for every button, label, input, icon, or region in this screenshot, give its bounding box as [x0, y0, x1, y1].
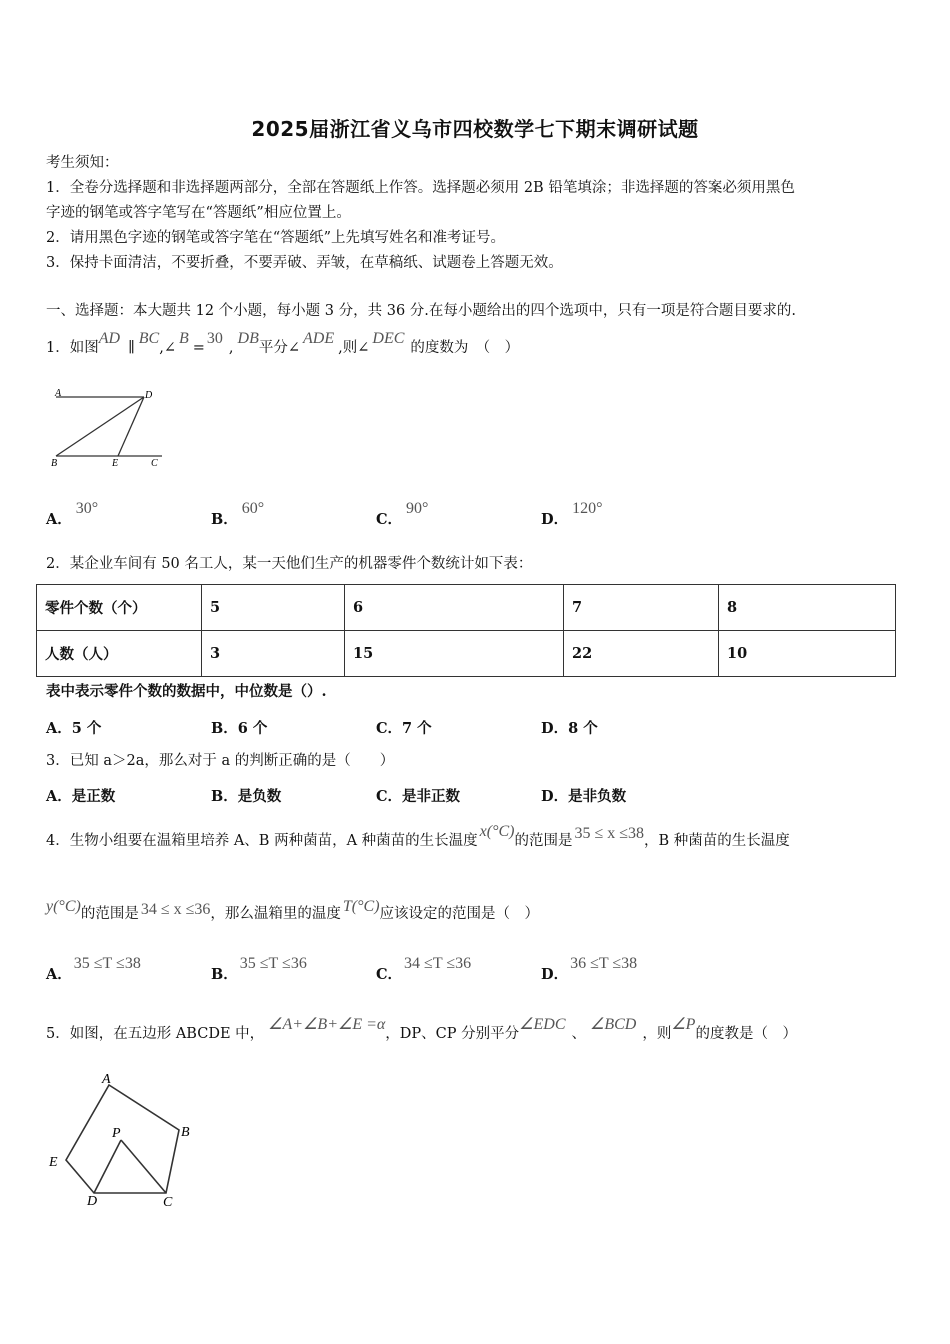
notice-line-2: 2．请用黑色字迹的钢笔或答字笔在“答题纸”上先填写姓名和准考证号。	[46, 230, 506, 246]
table-cell: 人数（人）	[37, 631, 202, 677]
label-b: B	[181, 1125, 190, 1140]
label-e: E	[112, 458, 119, 469]
q3-option-d-value: 是非负数	[568, 788, 627, 805]
q4-text-6: 应该设定的范围是（ ）	[379, 906, 540, 922]
page-title: 2025届浙江省义乌市四校数学七下期末调研试题	[251, 117, 699, 141]
q2-option-c-value: 7 个	[402, 720, 432, 737]
q2-option-a-value: 5 个	[71, 720, 102, 737]
q1-option-b-label: B．	[211, 511, 238, 528]
q3-option-b-value: 是负数	[237, 788, 282, 805]
label-c: C	[151, 458, 158, 469]
q2-option-b-value: 6 个	[237, 720, 268, 737]
q4-math-range2: 34 ≤ x ≤36	[140, 901, 211, 918]
q1-text-tail: 的度数为 （ ）	[410, 340, 520, 356]
q5-text-4: 的度教是（ ）	[695, 1026, 797, 1042]
q3-option-b-label: B．	[211, 788, 238, 805]
table-cell: 3	[202, 631, 345, 677]
q4-text-3: ，B 种菌苗的生长温度	[644, 833, 790, 849]
q1-option-c-value: 90°	[406, 500, 429, 517]
q1-math-db: DB	[237, 330, 259, 347]
q4-option-b-value: 35 ≤T ≤36	[239, 955, 307, 972]
q1-option-b-value: 60°	[241, 500, 265, 517]
q5-math-sum: ∠A+∠B+∠E =α	[268, 1016, 386, 1033]
q2-option-d-label: D．	[541, 720, 569, 737]
q4-option-d-label: D．	[541, 966, 569, 983]
label-b: B	[51, 458, 58, 469]
q3-option-d[interactable]	[541, 785, 626, 806]
label-c: C	[163, 1195, 173, 1210]
q5-math-edc: ∠EDC	[519, 1016, 566, 1033]
q3-option-c-label: C．	[376, 788, 403, 805]
q1-option-c[interactable]	[376, 497, 429, 528]
q5-figure	[44, 1068, 204, 1210]
q3-option-c-value: 是非正数	[402, 788, 461, 805]
q4-option-c-label: C．	[376, 966, 403, 983]
q2-stem: 2．某企业车间有 50 名工人，某一天他们生产的机器零件个数统计如下表：	[46, 556, 533, 572]
table-row	[37, 631, 896, 677]
q1-text-bisect: 平分∠	[258, 340, 301, 356]
label-a: A	[55, 388, 62, 399]
label-p: P	[112, 1126, 121, 1141]
q5-sep: 、	[571, 1026, 586, 1042]
q1-option-c-label: C．	[376, 511, 403, 528]
q5-text-3: ，则	[642, 1026, 672, 1042]
line-cp	[121, 1140, 166, 1193]
q4-text-4: 的范围是	[80, 906, 139, 922]
table-cell: 6	[345, 585, 564, 631]
q1-math-30: 30	[206, 330, 223, 347]
q4-option-b-label: B．	[211, 966, 238, 983]
q4-math-x: x(°C)	[479, 823, 515, 840]
q2-option-d-value: 8 个	[568, 720, 598, 737]
q2-option-b[interactable]	[211, 717, 267, 738]
q4-line-2	[46, 898, 540, 924]
q4-option-b[interactable]	[211, 952, 307, 983]
q1-stem	[46, 330, 520, 358]
q2-option-d[interactable]	[541, 717, 598, 738]
q4-math-y: y(°C)	[46, 898, 81, 915]
q4-option-d[interactable]	[541, 952, 638, 983]
notice-line-1b: 字迹的钢笔或答字笔写在“答题纸”相应位置上。	[46, 205, 351, 221]
label-e: E	[49, 1155, 58, 1170]
q4-text-2: 的范围是	[514, 833, 573, 849]
label-a: A	[102, 1072, 111, 1087]
q5-math-bcd: ∠BCD	[589, 1016, 637, 1033]
q1-math-ade: ADE	[303, 330, 335, 347]
q3-option-a[interactable]	[46, 785, 115, 806]
q5-text-1: 5．如图，在五边形 ABCDE 中，	[46, 1026, 265, 1042]
q2-option-b-label: B．	[211, 720, 238, 737]
q2-option-a-label: A．	[46, 720, 72, 737]
notice-line-3: 3．保持卡面清洁，不要折叠，不要弄破、弄皱，在草稿纸、试题卷上答题无效。	[46, 255, 563, 271]
q5-math-p: ∠P	[671, 1016, 696, 1033]
q5-stem	[46, 1016, 797, 1044]
table-cell: 15	[345, 631, 564, 677]
q1-parallel: ∥	[128, 340, 135, 356]
table-cell: 零件个数（个）	[37, 585, 202, 631]
table-cell: 5	[202, 585, 345, 631]
q3-option-a-value: 是正数	[71, 788, 116, 805]
q1-option-d[interactable]	[541, 497, 603, 528]
q4-text-5: ，那么温箱里的温度	[210, 906, 341, 922]
notice-line-1a: 1．全卷分选择题和非选择题两部分，全部在答题纸上作答。选择题必须用 2B 铅笔填涂；非选择题的答案必须用黑色	[46, 180, 795, 196]
q2-table	[36, 584, 896, 677]
q4-option-a-value: 35 ≤T ≤38	[73, 955, 141, 972]
table-cell: 8	[719, 585, 896, 631]
pentagon-abcde	[66, 1085, 179, 1193]
q2-option-a[interactable]	[46, 717, 101, 738]
q1-option-d-value: 120°	[572, 500, 603, 517]
label-d: D	[87, 1194, 98, 1209]
q1-math-dec: DEC	[372, 330, 405, 347]
q1-math-bc: BC	[138, 330, 160, 347]
section-heading: 一、选择题：本大题共 12 个小题，每小题 3 分，共 36 分.在每小题给出的四个选项中，只有一项是符合题目要求的.	[46, 303, 796, 319]
notice-heading: 考生须知：	[46, 155, 119, 171]
q1-option-a-label: A．	[46, 511, 72, 528]
q2-option-c[interactable]	[376, 717, 432, 738]
q4-option-a[interactable]	[46, 952, 141, 983]
q1-text: 1．如图	[46, 340, 99, 356]
table-row	[37, 585, 896, 631]
q2-option-c-label: C．	[376, 720, 403, 737]
table-cell: 7	[564, 585, 719, 631]
q1-figure	[44, 384, 174, 470]
table-cell: 22	[564, 631, 719, 677]
q4-option-a-label: A．	[46, 966, 72, 983]
q4-math-range1: 35 ≤ x ≤38	[574, 825, 645, 842]
q3-option-d-label: D．	[541, 788, 569, 805]
label-d: D	[145, 390, 153, 401]
q2-after: 表中表示零件个数的数据中，中位数是（）.	[46, 683, 327, 700]
q3-option-a-label: A．	[46, 788, 72, 805]
table-cell: 10	[719, 631, 896, 677]
q1-text-angle: ,∠	[159, 340, 176, 356]
q1-option-a[interactable]	[46, 497, 99, 528]
q4-option-c-value: 34 ≤T ≤36	[404, 955, 472, 972]
q4-line-1	[46, 823, 790, 851]
q1-option-d-label: D．	[541, 511, 569, 528]
q4-text-1: 4．生物小组要在温箱里培养 A、B 两种菌苗，A 种菌苗的生长温度	[46, 833, 478, 849]
q1-option-a-value: 30°	[75, 500, 99, 517]
q3-option-c[interactable]	[376, 785, 460, 806]
q1-eq: =	[192, 340, 205, 356]
q5-text-2: ，DP、CP 分别平分	[385, 1026, 520, 1042]
q4-option-d-value: 36 ≤T ≤38	[570, 955, 638, 972]
q1-math-b: B	[178, 330, 189, 347]
q4-math-t: T(°C)	[342, 898, 380, 915]
q1-comma: ,	[228, 340, 234, 356]
line-dp	[94, 1140, 121, 1193]
q1-math-ad: AD	[98, 330, 121, 347]
q3-option-b[interactable]	[211, 785, 281, 806]
q1-text-then: ,则∠	[338, 340, 370, 356]
q4-option-c[interactable]	[376, 952, 472, 983]
q1-option-b[interactable]	[211, 497, 265, 528]
q3-stem: 3．已知 a＞2a，那么对于 a 的判断正确的是（ ）	[46, 753, 395, 769]
